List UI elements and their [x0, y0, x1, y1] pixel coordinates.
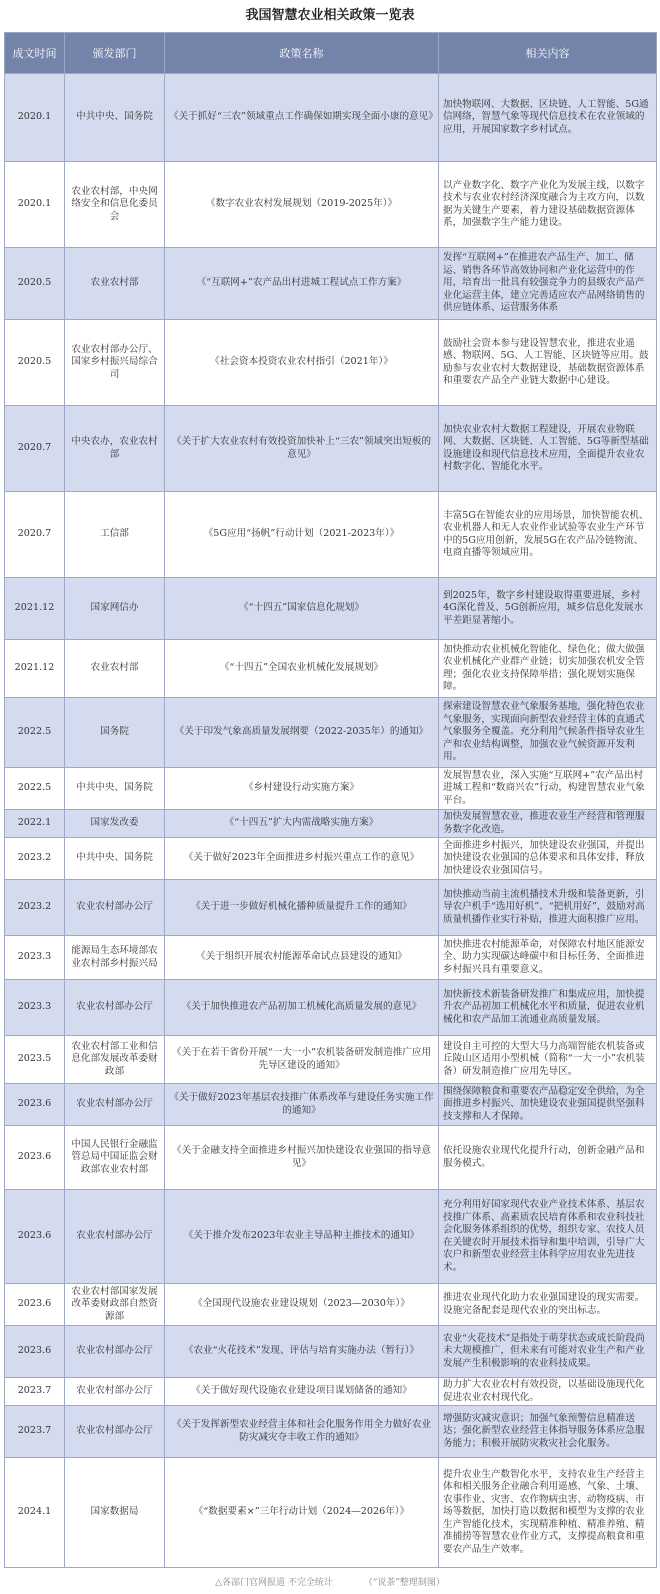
- cell-name: 《5G应用“扬帆”行动计划（2021-2023年）》: [165, 492, 439, 578]
- cell-content: 增强防灾减灾意识；加强气象预警信息精准送达；强化新型农业经营主体指导服务体系应急服务能力；积极开展防灾救灾社会化服务。: [439, 1406, 657, 1458]
- cell-dept: 农业农村部办公厅: [65, 1084, 165, 1126]
- cell-content: 探索建设智慧农业气象服务基地，强化特色农业气象服务，实现面向新型农业经营主体的直通式气象服务全覆盖。充分利用气候条件指导农业生产和农业结构调整，加强农业气候资源开发利用。: [439, 698, 657, 768]
- table-row: [5, 74, 657, 162]
- cell-name: 《关于印发气象高质量发展纲要（2022-2035年）的通知》: [165, 698, 439, 768]
- cell-name: 《关于做好2023年全面推进乡村振兴重点工作的意见》: [165, 838, 439, 880]
- table-row: [5, 768, 657, 810]
- header-date: 成文时间: [5, 33, 65, 74]
- cell-date: 2020.1: [5, 162, 65, 248]
- cell-date: 2024.1: [5, 1458, 65, 1568]
- cell-dept: 国家数据局: [65, 1458, 165, 1568]
- cell-dept: 中共中央、国务院: [65, 768, 165, 810]
- policy-table-page: [4, 0, 656, 1594]
- cell-dept: 农业农村部办公厅: [65, 1190, 165, 1284]
- cell-content: 加快农业农村大数据工程建设，开展农业物联网、大数据、区块链、人工智能、5G等新型基础设施建设和现代信息技术应用，全面提升农业农村数字化、智能化水平。: [439, 406, 657, 492]
- table-row: [5, 1284, 657, 1326]
- cell-date: 2020.5: [5, 248, 65, 320]
- cell-name: 《关于加快推进农产品初加工机械化高质量发展的意见》: [165, 980, 439, 1036]
- cell-date: 2020.7: [5, 406, 65, 492]
- header-policy-name: 政策名称: [165, 33, 439, 74]
- table-header-row: [5, 33, 657, 74]
- cell-content: 到2025年，数字乡村建设取得重要进展，乡村4G深化普及、5G创新应用，城乡信息化发展水平差距显著缩小。: [439, 578, 657, 640]
- cell-content: 加快推动当前主流机播技术升级和装备更新，引导农户机手“选用好机”、“把机用好”，鼓励对高质量机播作业实行补贴，推进大面积推广应用。: [439, 880, 657, 936]
- cell-date: 2021.12: [5, 640, 65, 698]
- table-body: [5, 74, 657, 1568]
- cell-content: 以产业数字化、数字产业化为发展主线，以数字技术与农业农村经济深度融合为主攻方向，以数据为关键生产要素，着力建设基础数据资源体系，加强数字生产能力建设。: [439, 162, 657, 248]
- cell-content: 全面推进乡村振兴，加快建设农业强国，并提出加快建设农业强国的总体要求和具体安排，释放加快建设农业强国信号。: [439, 838, 657, 880]
- cell-content: 推进农业现代化助力农业强国建设的现实需要。设施完备配套是现代农业的突出标志。: [439, 1284, 657, 1326]
- policy-table: [4, 32, 657, 1568]
- cell-name: 《关于抓好“三农”领域重点工作确保如期实现全面小康的意见》: [165, 74, 439, 162]
- page-title: 我国智慧农业相关政策一览表: [245, 8, 415, 23]
- cell-dept: 农业农村部，中央网络安全和信息化委员会: [65, 162, 165, 248]
- table-row: [5, 880, 657, 936]
- table-row: [5, 1036, 657, 1084]
- cell-date: 2023.7: [5, 1406, 65, 1458]
- cell-name: 《全国现代设施农业建设规划（2023—2030年）》: [165, 1284, 439, 1326]
- cell-date: 2023.2: [5, 880, 65, 936]
- cell-dept: 国家发改委: [65, 810, 165, 838]
- cell-name: 《“数据要素×”三年行动计划（2024—2026年）》: [165, 1458, 439, 1568]
- cell-date: 2020.7: [5, 492, 65, 578]
- cell-dept: 中国人民银行金融监管总局中国证监会财政部农业农村部: [65, 1126, 165, 1190]
- table-row: [5, 838, 657, 880]
- cell-dept: 农业农村部工业和信息化部发展改革委财政部: [65, 1036, 165, 1084]
- cell-dept: 农业农村部办公厅: [65, 880, 165, 936]
- cell-date: 2023.3: [5, 936, 65, 980]
- cell-content: 依托设施农业现代化提升行动，创新金融产品和服务模式。: [439, 1126, 657, 1190]
- table-row: [5, 1326, 657, 1378]
- cell-dept: 能源局生态环境部农业农村部乡村振兴局: [65, 936, 165, 980]
- cell-content: 发展智慧农业，深入实施“互联网+”农产品出村进城工程和“数商兴农”行动，构建智慧农业气象平台。: [439, 768, 657, 810]
- cell-dept: 工信部: [65, 492, 165, 578]
- table-row: [5, 320, 657, 406]
- cell-date: 2023.7: [5, 1378, 65, 1406]
- cell-content: 围绕保障粮食和重要农产品稳定安全供给，为全面推进乡村振兴、加快建设农业强国提供坚强科技支撑和人才保障。: [439, 1084, 657, 1126]
- table-row: [5, 936, 657, 980]
- cell-content: 加快新技术新装备研发推广和集成应用，加快提升农产品初加工机械化水平和质量，促进农业机械化和农产品加工流通业高质量发展。: [439, 980, 657, 1036]
- cell-content: 建设自主可控的大型大马力高端智能农机装备或丘陵山区适用小型机械（简称“一大一小”农机装备）研发制造推广应用先导区。: [439, 1036, 657, 1084]
- cell-content: 农业“火花技术”是指处于萌芽状态或成长阶段尚未大规模推广，但未来有可能对农业生产和产业发展产生积极影响的农业科技成果。: [439, 1326, 657, 1378]
- cell-name: 《“十四五”扩大内需战略实施方案》: [165, 810, 439, 838]
- cell-name: 《关于扩大农业农村有效投资加快补上“三农”领域突出短板的意见》: [165, 406, 439, 492]
- cell-name: 《数字农业农村发展规划（2019-2025年）》: [165, 162, 439, 248]
- cell-dept: 农业农村部: [65, 640, 165, 698]
- cell-date: 2023.6: [5, 1084, 65, 1126]
- table-row: [5, 492, 657, 578]
- cell-date: 2023.3: [5, 980, 65, 1036]
- cell-date: 2021.12: [5, 578, 65, 640]
- footer-credit: （“说茶”整理制图）: [363, 1578, 445, 1588]
- table-row: [5, 810, 657, 838]
- table-row: [5, 406, 657, 492]
- cell-date: 2020.1: [5, 74, 65, 162]
- cell-dept: 中共中央、国务院: [65, 74, 165, 162]
- table-row: [5, 1084, 657, 1126]
- cell-date: 2023.6: [5, 1190, 65, 1284]
- cell-date: 2022.5: [5, 698, 65, 768]
- cell-name: 《“互联网+”农产品出村进城工程试点工作方案》: [165, 248, 439, 320]
- table-row: [5, 1406, 657, 1458]
- cell-content: 助力扩大农业农村有效投资，以基础设施现代化促进农业农村现代化。: [439, 1378, 657, 1406]
- table-row: [5, 1190, 657, 1284]
- table-row: [5, 578, 657, 640]
- table-row: [5, 1458, 657, 1568]
- cell-content: 鼓励社会资本参与建设智慧农业，推进农业遥感、物联网、5G、人工智能、区块链等应用。鼓励参与农业农村大数据建设，基础数据资源体系和重要农产品全产业链大数据中心建设。: [439, 320, 657, 406]
- cell-name: 《关于推介发布2023年农业主导品种主推技术的通知》: [165, 1190, 439, 1284]
- cell-dept: 农业农村部国家发展改革委财政部自然资源部: [65, 1284, 165, 1326]
- cell-dept: 农业农村部办公厅: [65, 1326, 165, 1378]
- table-row: [5, 1378, 657, 1406]
- cell-name: 《关于做好2023年基层农技推广体系改革与建设任务实施工作的通知》: [165, 1084, 439, 1126]
- table-row: [5, 1126, 657, 1190]
- cell-name: 《关于在若干省份开展“一大一小”农机装备研发制造推广应用先导区建设的通知》: [165, 1036, 439, 1084]
- table-row: [5, 162, 657, 248]
- cell-content: 提升农业生产数智化水平，支持农业生产经营主体和相关服务企业融合利用遥感、气象、土壤、农事作业、灾害、农作物病虫害、动物疫病、市场等数据，加快打造以数据和模型为支撑的农业生产智能化技术，实现精准种植、精准养殖、精准捕捞等智慧农业作业方式，支撑提高粮食和重要农产品生产效率。: [439, 1458, 657, 1568]
- cell-content: 加快推动农业机械化智能化、绿色化；做大做强农业机械化产业群产业链；切实加强农机安全管理；强化农业支持保障举措；强化规划实施保障。: [439, 640, 657, 698]
- cell-date: 2023.5: [5, 1036, 65, 1084]
- cell-dept: 国务院: [65, 698, 165, 768]
- cell-name: 《关于发挥新型农业经营主体和社会化服务作用全力做好农业防灾减灾夺丰收工作的通知》: [165, 1406, 439, 1458]
- cell-content: 加快推进农村能源革命，对保障农村地区能源安全、助力实现碳达峰碳中和目标任务、全面推进乡村振兴具有重要意义。: [439, 936, 657, 980]
- cell-dept: 农业农村部办公厅: [65, 1378, 165, 1406]
- cell-name: 《农业“火花技术”发现、评估与培育实施办法（暂行）》: [165, 1326, 439, 1378]
- cell-dept: 中共中央、国务院: [65, 838, 165, 880]
- table-row: [5, 698, 657, 768]
- cell-dept: 农业农村部办公厅: [65, 1406, 165, 1458]
- cell-date: 2023.6: [5, 1284, 65, 1326]
- footer-note: △各部门官网报道 不完全统计: [215, 1578, 333, 1588]
- header-dept: 颁发部门: [65, 33, 165, 74]
- table-row: [5, 980, 657, 1036]
- table-row: [5, 640, 657, 698]
- cell-dept: 农业农村部办公厅、国家乡村振兴局综合司: [65, 320, 165, 406]
- cell-date: 2022.5: [5, 768, 65, 810]
- cell-date: 2023.6: [5, 1326, 65, 1378]
- cell-date: 2020.5: [5, 320, 65, 406]
- header-content: 相关内容: [439, 33, 657, 74]
- cell-name: 《关于金融支持全面推进乡村振兴加快建设农业强国的指导意见》: [165, 1126, 439, 1190]
- cell-name: 《关于做好现代设施农业建设项目谋划储备的通知》: [165, 1378, 439, 1406]
- cell-dept: 农业农村部: [65, 248, 165, 320]
- cell-date: 2023.6: [5, 1126, 65, 1190]
- cell-name: 《关于组织开展农村能源革命试点县建设的通知》: [165, 936, 439, 980]
- cell-date: 2023.2: [5, 838, 65, 880]
- cell-content: 加快物联网、大数据、区块链、人工智能、5G通信网络，智慧气象等现代信息技术在农业领域的应用，开展国家数字乡村试点。: [439, 74, 657, 162]
- cell-name: 《乡村建设行动实施方案》: [165, 768, 439, 810]
- cell-name: 《“十四五”全国农业机械化发展规划》: [165, 640, 439, 698]
- cell-name: 《“十四五”国家信息化规划》: [165, 578, 439, 640]
- cell-content: 发挥“互联网+”在推进农产品生产、加工、储运、销售各环节高效协同和产业化运营中的作用，培育出一批具有较强竞争力的县级农产品产业化运营主体，建立完善适应农产品网络销售的供应链体系、运营服务体系: [439, 248, 657, 320]
- cell-content: 加快发展智慧农业，推进农业生产经营和管理服务数字化改造。: [439, 810, 657, 838]
- cell-content: 丰富5G在智能农业的应用场景，加快智能农机、农业机器人和无人农业作业试验等农业生产环节中的5G应用创新，发展5G在农产品冷链物流、电商直播等领域应用。: [439, 492, 657, 578]
- footer: [4, 1572, 656, 1594]
- cell-name: 《关于进一步做好机械化播种质量提升工作的通知》: [165, 880, 439, 936]
- cell-dept: 农业农村部办公厅: [65, 980, 165, 1036]
- cell-content: 充分利用好国家现代农业产业技术体系、基层农技推广体系、高素质农民培育体系和农业科技社会化服务体系组织的优势，组织专家、农技人员在关键农时开展技术指导和集中培训，引导广大农户和新型农业经营主体科学应用农业先进技术。: [439, 1190, 657, 1284]
- cell-dept: 国家网信办: [65, 578, 165, 640]
- cell-dept: 中央农办，农业农村部: [65, 406, 165, 492]
- cell-name: 《社会资本投资农业农村指引（2021年）》: [165, 320, 439, 406]
- table-row: [5, 248, 657, 320]
- cell-date: 2022.1: [5, 810, 65, 838]
